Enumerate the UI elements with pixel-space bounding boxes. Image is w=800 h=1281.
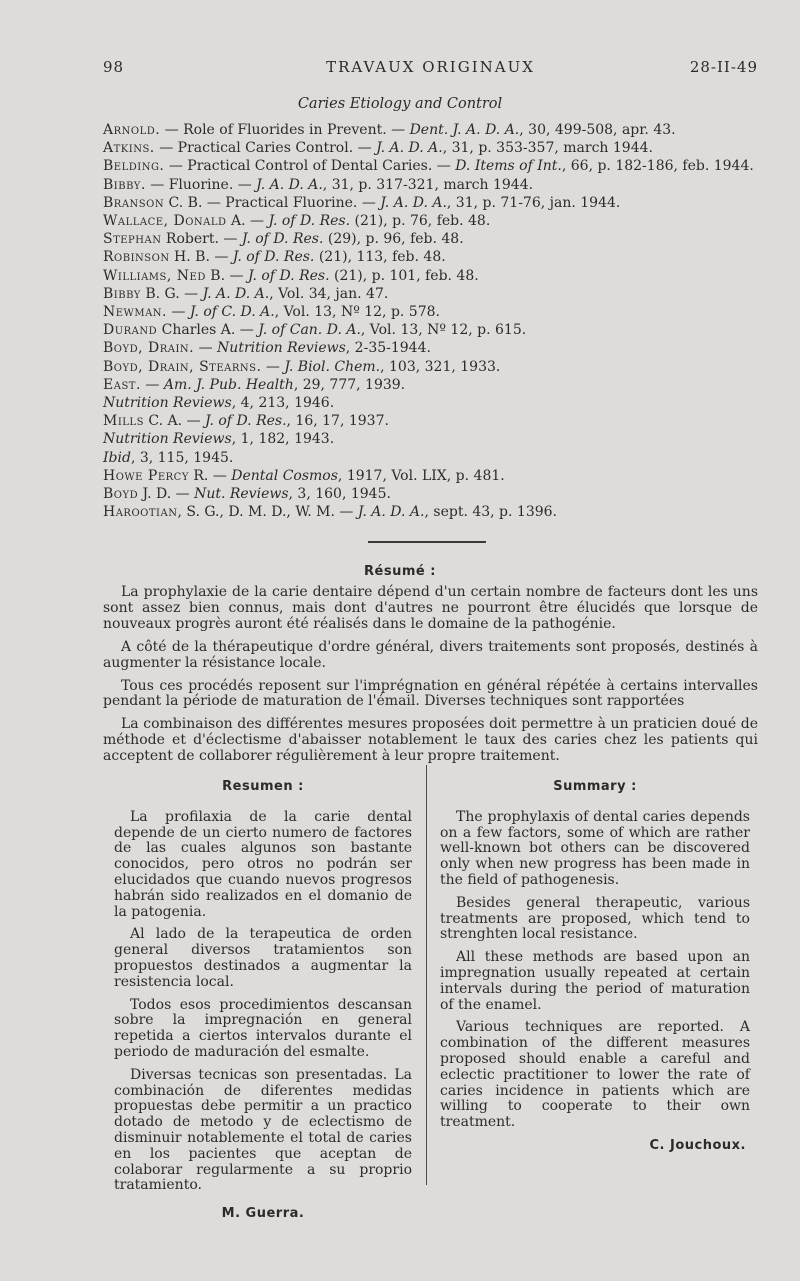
reference-entry: Williams, Ned B. — J. of D. Res. (21), p. 101, feb. 48. (103, 267, 479, 284)
resume-body (103, 585, 758, 772)
running-header (103, 58, 758, 80)
page-number: 98 (103, 58, 125, 76)
reference-entry: Wallace, Donald A. — J. of D. Res. (21), p. 76, feb. 48. (103, 213, 491, 230)
reference-entry: Atkins. — Practical Caries Control. — J. A. D. A., 31, p. 353-357, march 1944. (103, 140, 653, 157)
running-title: TRAVAUX ORIGINAUX (326, 58, 535, 76)
reference-entry: Mills C. A. — J. of D. Res., 16, 17, 1937. (103, 413, 389, 430)
resumen-paragraph: Al lado de la terapeutica de orden general diversos tratamientos son propuestos destinados a augmentar la resistencia local. (114, 926, 412, 990)
summary-signature: C. Jouchoux. (649, 1137, 746, 1153)
section-title: Caries Etiology and Control (297, 96, 503, 112)
reference-entry: Bibby B. G. — J. A. D. A., Vol. 34, jan. 47. (103, 285, 389, 302)
reference-entry: Ibid, 3, 115, 1945. (103, 449, 234, 466)
reference-entry: Belding. — Practical Control of Dental Caries. — D. Items of Int., 66, p. 182-186, feb. 1944. (103, 158, 754, 175)
summary-paragraph: Besides general therapeutic, various treatments are proposed, which tend to strenghten local resistance. (440, 894, 750, 943)
reference-list (103, 121, 765, 521)
resume-paragraph: La combinaison des différentes mesures proposées doit permettre à un praticien doué de méthode et d'éclectisme d'abaisser notablement le taux des caries chez les patients qui acceptent de collaborer régulièrement à leur propre traitement. (103, 716, 758, 765)
section-divider (368, 541, 486, 543)
resumen-title: Resumen : (222, 779, 304, 794)
issue-date: 28-II-49 (689, 58, 758, 76)
resume-paragraph: A côté de la thérapeutique d'ordre général, divers traitements sont proposés, destinés à augmenter la résistance locale. (103, 638, 758, 671)
summary-paragraph: All these methods are based upon an impregnation usually repeated at certain intervals during the period of maturation of the enamel. (440, 949, 750, 1013)
reference-entry: Harootian, S. G., D. M. D., W. M. — J. A. D. A., sept. 43, p. 1396. (103, 504, 557, 521)
resume-title: Résumé : (364, 564, 436, 579)
summary-title: Summary : (553, 779, 637, 794)
summary-column (440, 779, 750, 1154)
column-divider (426, 765, 427, 1185)
reference-entry: Stephan Robert. — J. of D. Res. (29), p. 96, feb. 48. (103, 231, 464, 248)
reference-entry: Howe Percy R. — Dental Cosmos, 1917, Vol. LIX, p. 481. (103, 467, 505, 484)
summary-paragraph: Various techniques are reported. A combination of the different measures proposed should enable a careful and eclectic practitioner to lower the rate of caries incidence in patients which are willing to cooperate to their own treatment. (440, 1019, 750, 1131)
reference-entry: Durand Charles A. — J. of Can. D. A., Vol. 13, Nº 12, p. 615. (103, 322, 527, 339)
reference-entry: Boyd J. D. — Nut. Reviews, 3, 160, 1945. (103, 486, 391, 503)
reference-entry: Newman. — J. of C. D. A., Vol. 13, Nº 12, p. 578. (103, 304, 440, 321)
reference-entry: Bibby. — Fluorine. — J. A. D. A., 31, p. 317-321, march 1944. (103, 176, 534, 193)
reference-entry: Nutrition Reviews, 4, 213, 1946. (103, 395, 335, 412)
reference-entry: Robinson H. B. — J. of D. Res. (21), 113, feb. 48. (103, 249, 446, 266)
reference-entry: Nutrition Reviews, 1, 182, 1943. (103, 431, 335, 448)
reference-entry: Boyd, Drain, Stearns. — J. Biol. Chem., 103, 321, 1933. (103, 358, 501, 375)
resumen-paragraph: Todos esos procedimientos descansan sobre la impregnación en general repetida a ciertos intervalos durante el periodo de maduración del esmalte. (114, 996, 412, 1060)
reference-entry: Arnold. — Role of Fluorides in Prevent. — Dent. J. A. D. A., 30, 499-508, apr. 43. (103, 122, 676, 138)
resume-paragraph: Tous ces procédés reposent sur l'imprégnation en général répétée à certains intervalles pendant la période de maturation de l'émail. Diverses techniques sont rapportées (103, 677, 758, 710)
resumen-paragraph: Diversas tecnicas son presentadas. La combinación de diferentes medidas propuestas debe permitir a un practico dotado de metodo y de eclectismo de disminuir notablemente el total de caries en los pacientes que aceptan de colaborar regularmente a su proprio tratamiento. (114, 1066, 412, 1194)
resumen-paragraph: La profilaxia de la carie dental depende de un cierto numero de factores de las cuales algunos son bastante conocidos, pero otros no podrán ser elucidados que cuando nuevos progresos habrán sido realizados en el domanio de la patogenia. (114, 808, 412, 920)
reference-entry: East. — Am. J. Pub. Health, 29, 777, 1939. (103, 376, 406, 393)
reference-entry: Boyd, Drain. — Nutrition Reviews, 2-35-1944. (103, 340, 431, 357)
reference-entry: Branson C. B. — Practical Fluorine. — J. A. D. A., 31, p. 71-76, jan. 1944. (103, 194, 621, 211)
resumen-signature: M. Guerra. (221, 1206, 305, 1222)
resume-paragraph: La prophylaxie de la carie dentaire dépend d'un certain nombre de facteurs dont les uns sont assez bien connus, mais dont d'autres ne pourront être élucidés que lorsque de nouveaux progrès auront été réalisés dans le domaine de la pathogénie. (103, 584, 758, 632)
summary-paragraph: The prophylaxis of dental caries depends on a few factors, some of which are rather well-known bot others can be discovered only when new progress has been made in the field of pathogenesis. (440, 808, 750, 888)
resumen-column (114, 779, 412, 1222)
